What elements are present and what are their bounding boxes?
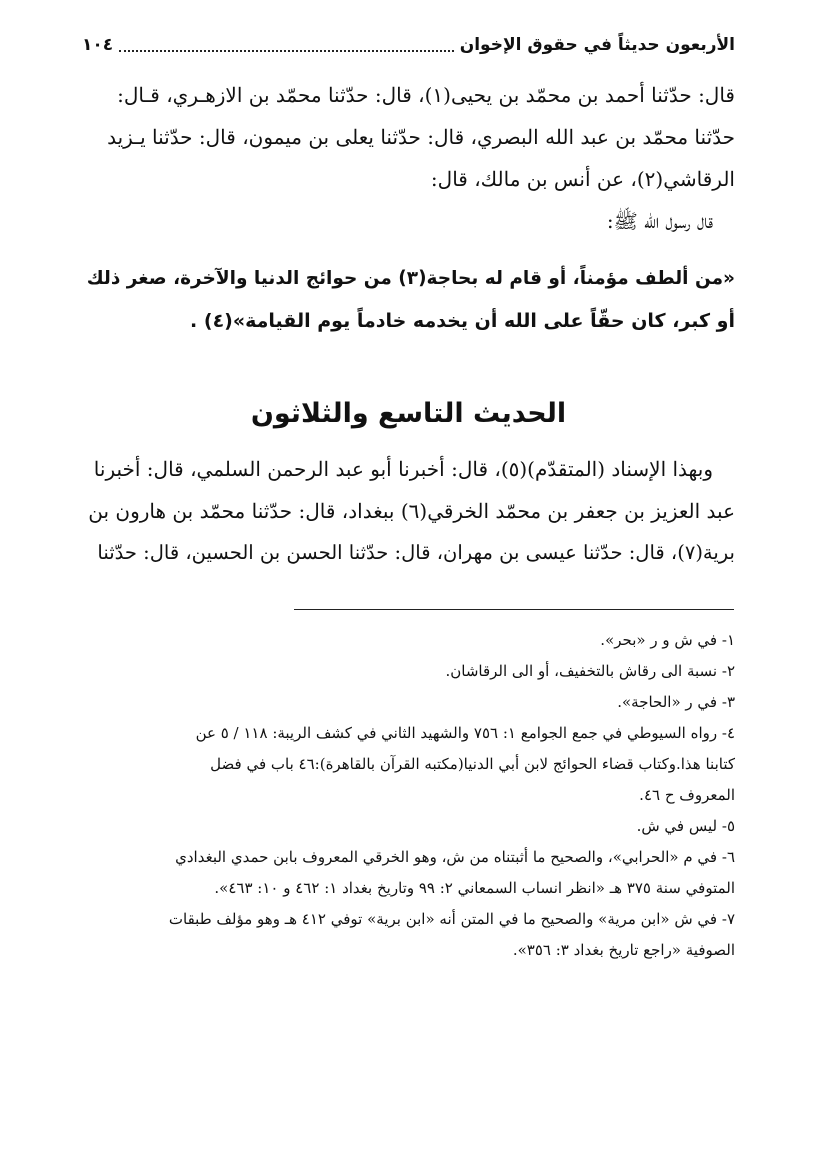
- text-line: برية(٧)، قال: حدّثنا عيسى بن مهران، قال: حدّثنا الحسن بن الحسين، قال: حدّثنا: [97, 541, 735, 564]
- footnote-line: ١- في ش و ر «بحر».: [600, 631, 735, 649]
- footnote-divider: [294, 609, 734, 610]
- footnote-line: ٣- في ر «الحاجة».: [617, 693, 735, 711]
- footnote-line: ٧- في ش «ابن مرية» والصحيح ما في المتن أنه «ابن برية» توفي ٤١٢ هـ وهو مؤلف طبقات: [168, 910, 735, 928]
- book-title: الأربعون حديثاً في حقوق الإخوان: [459, 35, 735, 55]
- hadith-block: [82, 258, 735, 342]
- footnote-line: المعروف ح ٤٦.: [639, 786, 735, 804]
- footnotes: [82, 625, 735, 966]
- page-number: ١٠٤: [82, 35, 114, 55]
- text-line: حدّثنا محمّد بن عبد الله البصري، قال: حدّثنا يعلى بن ميمون، قال: حدّثنا يـزيد: [107, 125, 735, 149]
- footnote-line: كتابنا هذا.وكتاب قضاء الحوائج لابن أبي الدنيا(مكتبه القرآن بالقاهرة):٤٦ باب في فضل: [210, 755, 735, 773]
- page-header: [82, 30, 735, 60]
- footnote-line: ٦- في م «الحرابي»، والصحيح ما أثبتناه من ش، وهو الخرقي المعروف بابن حمدي البغدادي: [175, 848, 735, 866]
- text-line: الرقاشي(٢)، عن أنس بن مالك، قال:: [430, 167, 735, 191]
- hadith-line: «من ألطف مؤمناً، أو قام له بحاجة(٣) من حوائج الدنيا والآخرة، صغر ذلك: [86, 268, 735, 289]
- text-line: عبد العزيز بن جعفر بن محمّد الخرقي(٦) ببغداد، قال: حدّثنا محمّد بن هارون بن: [88, 499, 735, 523]
- section-title: الحديث التاسع والثلاثون: [250, 398, 567, 429]
- footnote-line: ٢- نسبة الى رقاش بالتخفيف، أو الى الرقاشان.: [445, 662, 735, 680]
- footnote-line: ٥- ليس في ش.: [636, 817, 735, 835]
- text-line: وبهذا الإسناد (المتقدّم)(٥)، قال: أخبرنا أبو عبد الرحمن السلمي، قال: أخبرنا: [93, 457, 713, 481]
- hadith-line: أو كبر، كان حقّاً على الله أن يخدمه خادماً يوم القيامة»(٤) .: [190, 310, 735, 332]
- isnad-block-1: [82, 74, 735, 242]
- footnote-line: الصوفية «راجع تاريخ بغداد ٣: ٣٥٦».: [512, 941, 735, 959]
- footnote-line: المتوفي سنة ٣٧٥ هـ «انظر انساب السمعاني ٢: ٩٩ وتاريخ بغداد ١: ٤٦٢ و ١٠: ٤٦٣».: [214, 879, 735, 897]
- footnote-line: ٤- رواه السيوطي في جمع الجوامع ١: ٧٥٦ والشهيد الثاني في كشف الريبة: ١١٨ / ٥ عن: [195, 724, 735, 742]
- text-line: قال رسول الله ﷺ:: [606, 209, 713, 233]
- header-dot-leader: [119, 50, 454, 52]
- isnad-block-2: [82, 448, 735, 574]
- text-line: قال: حدّثنا أحمد بن محمّد بن يحيى(١)، قال: حدّثنا محمّد بن الازهـري، قـال:: [117, 83, 735, 107]
